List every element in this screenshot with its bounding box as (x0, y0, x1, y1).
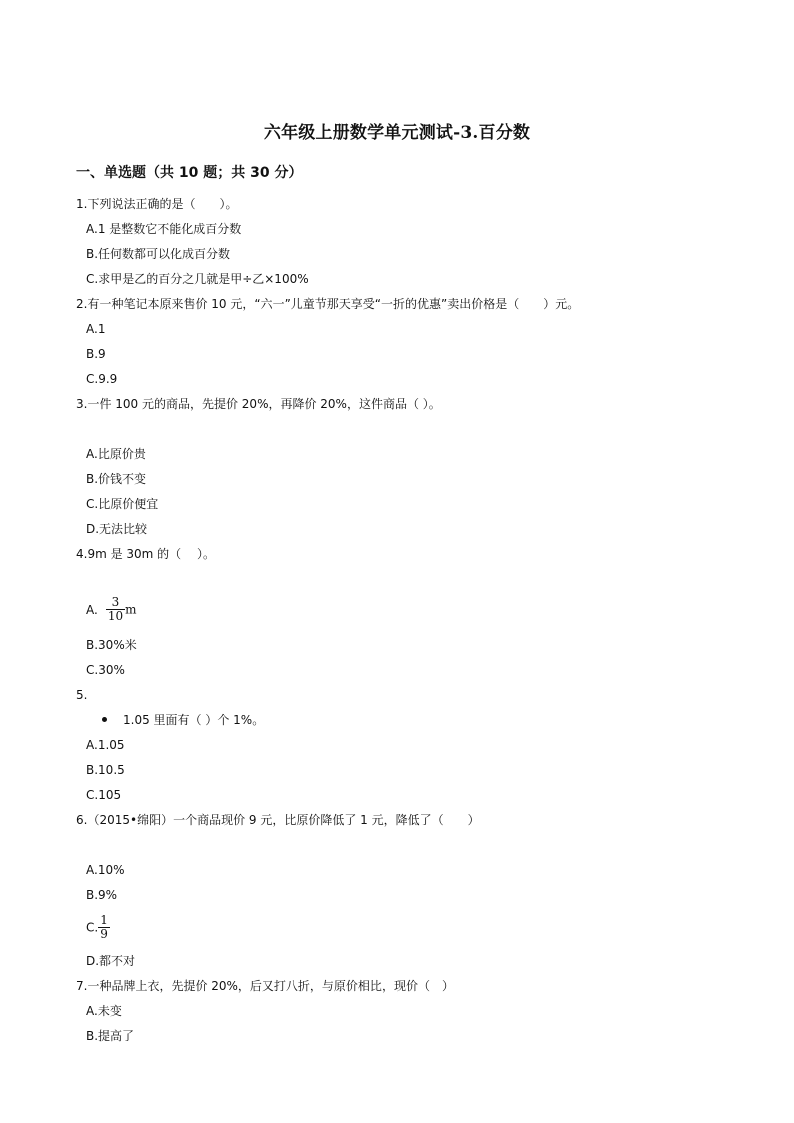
question-2-stem: 2.有一种笔记本原来售价 10 元，“六一”儿童节那天享受“一折的优惠”卖出价格是（ ）元。 (76, 297, 580, 311)
question-2-option-a[interactable]: A.1 (86, 322, 106, 336)
section-heading: 一、单选题（共 10 题；共 30 分） (76, 165, 303, 181)
question-1-stem: 1.下列说法正确的是（ ）。 (76, 197, 238, 211)
question-4-option-c[interactable]: C.30% (86, 663, 125, 677)
bullet-icon (102, 717, 107, 722)
question-5-option-c[interactable]: C.105 (86, 788, 122, 802)
question-5-option-a[interactable]: A.1.05 (86, 738, 125, 752)
question-3-option-c[interactable]: C.比原价便宜 (86, 497, 159, 511)
fraction (98, 914, 110, 941)
fraction-numerator: 3 (106, 596, 125, 610)
fraction-denominator: 10 (107, 609, 124, 623)
fraction-numerator: 1 (100, 913, 108, 927)
question-6-option-d[interactable]: D.都不对 (86, 954, 136, 968)
option-label: A. (86, 602, 98, 617)
question-7-stem: 7.一种品牌上衣，先提价 20%，后又打八折，与原价相比，现价（ ） (76, 979, 454, 993)
question-7-option-a[interactable]: A.未变 (86, 1004, 122, 1018)
question-4-stem: 4.9m 是 30m 的（ ）。 (76, 547, 215, 561)
question-6-option-c[interactable] (86, 913, 110, 942)
bullet-text: 1.05 里面有（ ）个 1%。 (123, 713, 265, 727)
question-7-option-b[interactable]: B.提高了 (86, 1029, 135, 1043)
question-6-option-b[interactable]: B.9% (86, 888, 118, 902)
question-1-option-c[interactable]: C.求甲是乙的百分之几就是甲÷乙×100% (86, 272, 309, 286)
question-6-stem: 6.（2015•绵阳）一个商品现价 9 元，比原价降低了 1 元，降低了（ ） (76, 813, 480, 827)
question-1-option-a[interactable]: A.1 是整数它不能化成百分数 (86, 222, 242, 236)
question-1-option-b[interactable]: B.任何数都可以化成百分数 (86, 247, 231, 261)
question-2-option-c[interactable]: C.9.9 (86, 372, 118, 386)
fraction-denominator: 9 (100, 927, 108, 941)
question-3-option-b[interactable]: B.价钱不变 (86, 472, 147, 486)
unit-label: m (125, 602, 137, 617)
page-title: 六年级上册数学单元测试-3.百分数 (263, 123, 531, 143)
question-6-option-a[interactable]: A.10% (86, 863, 125, 877)
question-4-option-b[interactable]: B.30%米 (86, 638, 137, 652)
question-5-stem: 5. (76, 688, 88, 702)
question-5-option-b[interactable]: B.10.5 (86, 763, 125, 777)
question-3-option-d[interactable]: D.无法比较 (86, 522, 148, 536)
question-5-bullet-item (102, 712, 264, 728)
question-3-stem: 3.一件 100 元的商品，先提价 20%，再降价 20%，这件商品（ ）。 (76, 397, 441, 411)
question-3-option-a[interactable]: A.比原价贵 (86, 447, 146, 461)
question-4-option-a[interactable] (86, 595, 136, 624)
option-label: C. (86, 920, 99, 935)
fraction (106, 596, 125, 623)
question-2-option-b[interactable]: B.9 (86, 347, 106, 361)
